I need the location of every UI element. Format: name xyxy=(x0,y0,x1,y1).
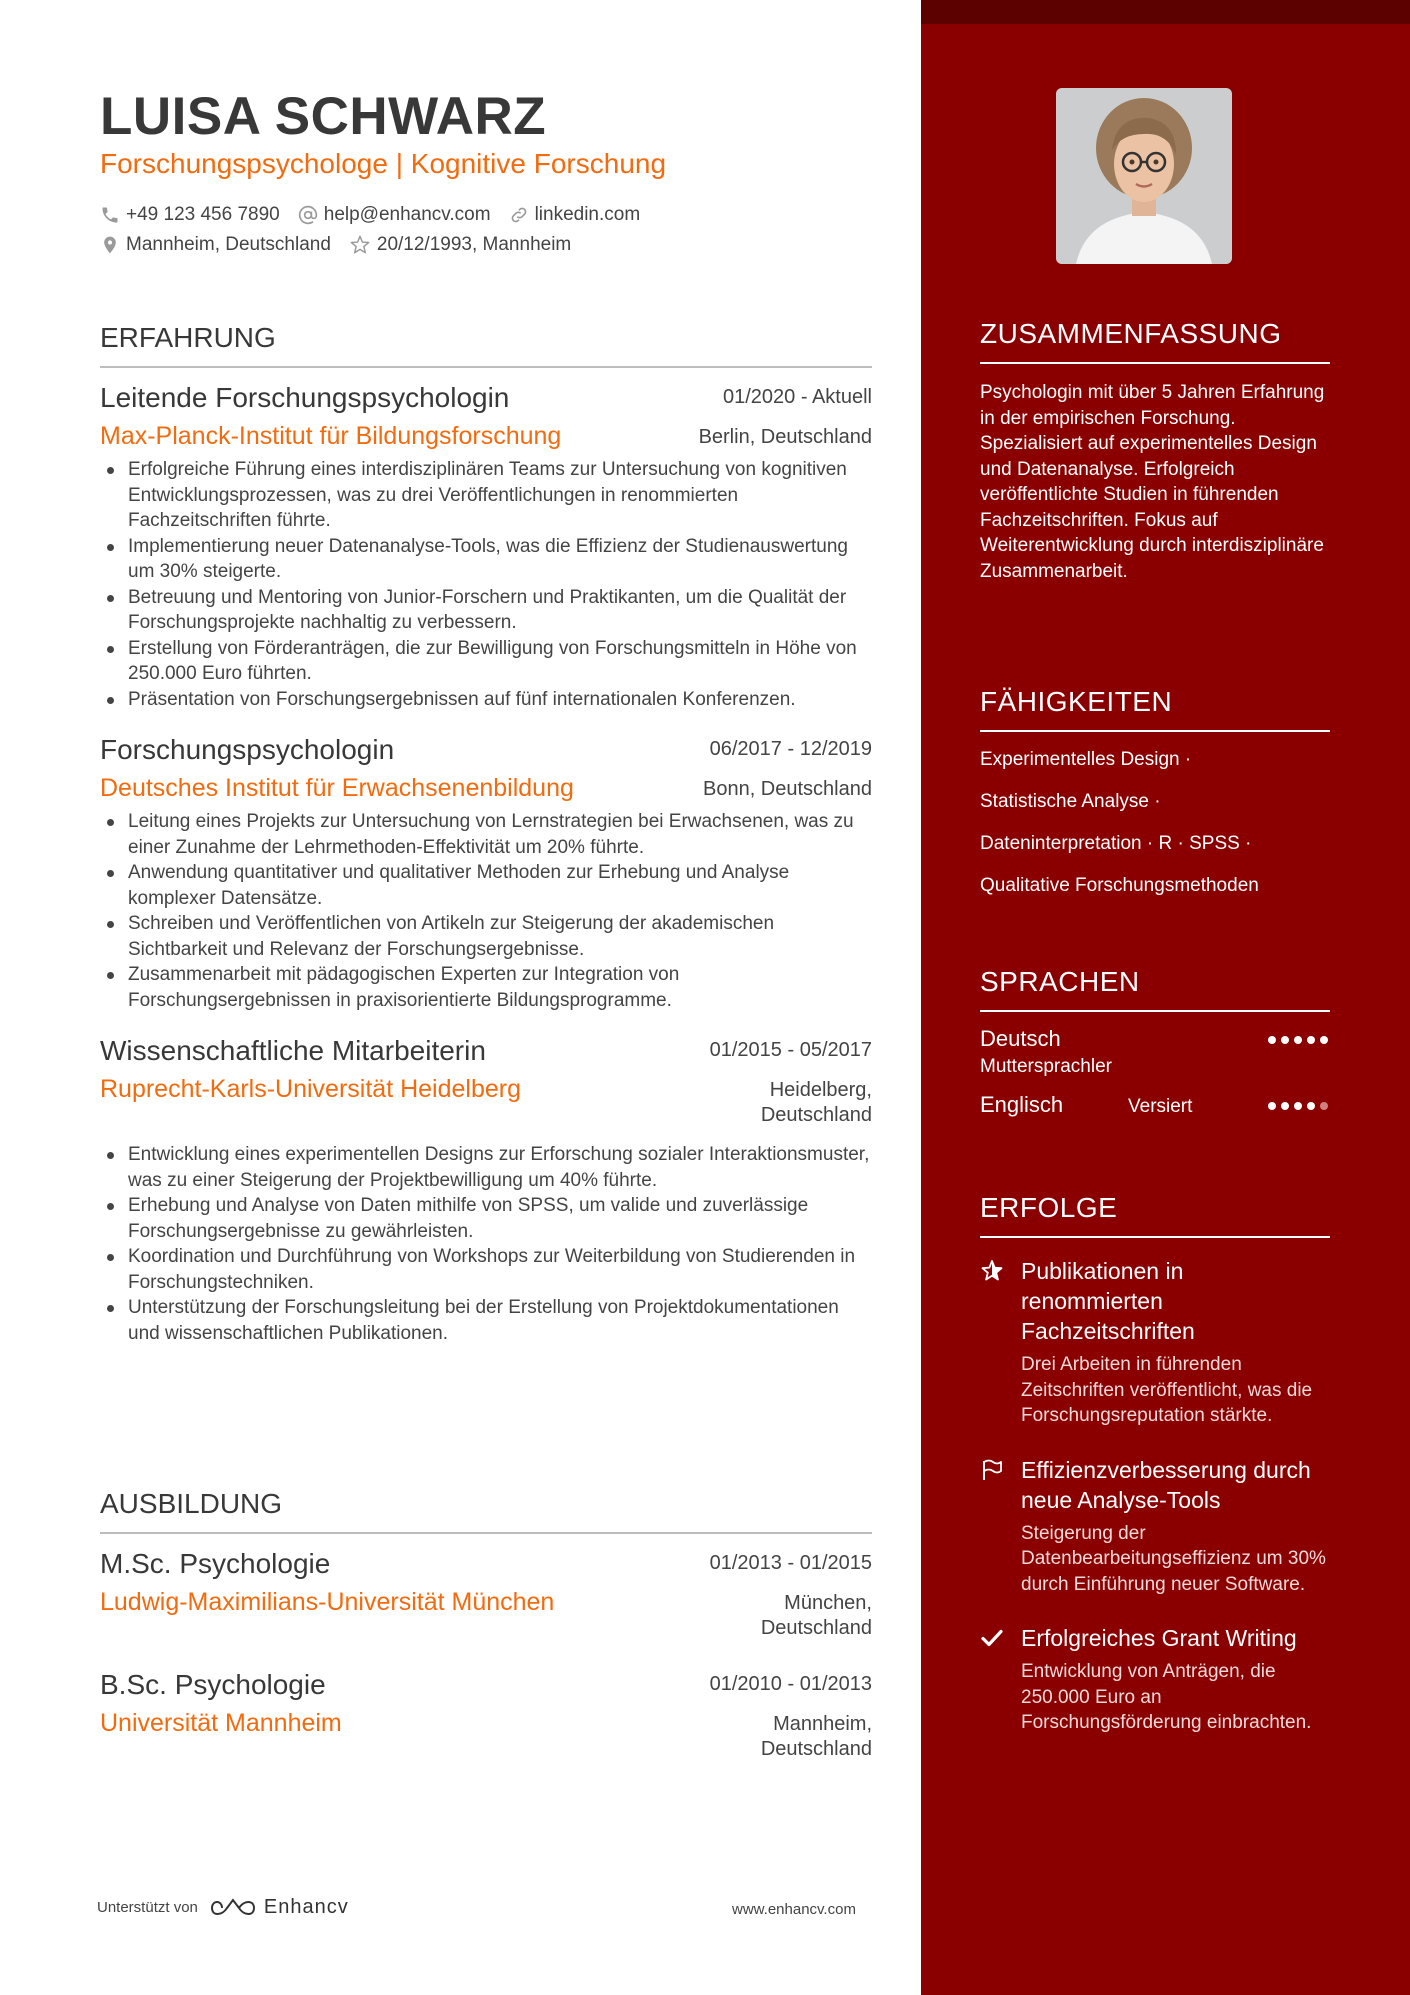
enhancv-brand[interactable]: Enhancv xyxy=(263,1896,349,1918)
bullet-item: Implementierung neuer Datenanalyse-Tools, was die Effizienz der Studienauswertung um 30% steigerte. xyxy=(100,534,872,585)
education-location xyxy=(761,1591,872,1641)
languages-section xyxy=(980,966,1330,1150)
link-icon xyxy=(509,205,529,225)
summary-title: ZUSAMMENFASSUNG xyxy=(980,318,1330,364)
language-item xyxy=(980,1026,1330,1084)
bullet-item: Koordination und Durchführung von Workshops zur Weiterbildung von Studierenden in Forschungstechniken. xyxy=(100,1244,872,1295)
rating-dot-filled xyxy=(1307,1102,1315,1110)
achievement-title: Erfolgreiches Grant Writing xyxy=(1021,1625,1297,1651)
job-location-line: Deutschland xyxy=(760,1104,872,1126)
phone-contact xyxy=(100,204,280,226)
language-level: Versiert xyxy=(1128,1096,1193,1117)
rating-dot-filled xyxy=(1307,1036,1315,1044)
sidebar xyxy=(921,0,1410,1995)
rating-dot-filled xyxy=(1268,1036,1276,1044)
profile-photo xyxy=(1056,88,1232,264)
rating-dot-filled xyxy=(1281,1102,1289,1110)
skill-line: Dateninterpretation · R · SPSS · xyxy=(980,833,1252,854)
skills-section xyxy=(980,686,1330,907)
job-location: Berlin, Deutschland xyxy=(698,426,872,448)
bullet-item: Betreuung und Mentoring von Junior-Forschern und Praktikanten, um die Qualität der Forschungsprojekte nachhaltig zu verbessern. xyxy=(100,585,872,636)
enhancv-logo-icon xyxy=(210,1897,256,1919)
degree-title: B.Sc. Psychologie xyxy=(100,1669,326,1700)
bullet-item: Erfolgreiche Führung eines interdisziplinären Teams zur Untersuchung von kognitiven Entwicklungsprozessen, was zu drei Veröffentlichungen in renommierten Fachzeitschriften führte. xyxy=(100,457,872,534)
skill-line: Statistische Analyse · xyxy=(980,791,1161,812)
job-bullets xyxy=(100,809,872,1013)
job-company[interactable]: Deutsches Institut für Erwachsenenbildung xyxy=(100,774,574,802)
job-title: Leitende Forschungspsychologin xyxy=(100,382,510,413)
language-item xyxy=(980,1092,1330,1150)
education-entry xyxy=(100,1669,872,1760)
job-date: 01/2020 - Aktuell xyxy=(723,386,872,408)
candidate-headline: Forschungspsychologe | Kognitive Forschung xyxy=(100,148,667,179)
achievement-desc: Drei Arbeiten in führenden Zeitschriften veröffentlicht, was die Forschungsreputation stärkte. xyxy=(1021,1354,1313,1426)
skill-line: Qualitative Forschungsmethoden xyxy=(980,875,1259,896)
bullet-item: Zusammenarbeit mit pädagogischen Experten zur Integration von Forschungsergebnissen in praxisorientierte Bildungsprogramme. xyxy=(100,962,872,1013)
rating-dot-filled xyxy=(1320,1036,1328,1044)
language-rating xyxy=(1268,1102,1328,1110)
job-location-line: Heidelberg, xyxy=(769,1079,872,1101)
achievement-title: Effizienzverbesserung durch neue Analyse-Tools xyxy=(1021,1456,1311,1513)
summary-section xyxy=(980,318,1330,584)
sidebar-top-bar xyxy=(921,0,1410,24)
bullet-item: Präsentation von Forschungsergebnissen auf fünf internationalen Konferenzen. xyxy=(100,687,872,713)
job-company[interactable]: Max-Planck-Institut für Bildungsforschung xyxy=(100,422,562,450)
degree-title: M.Sc. Psychologie xyxy=(100,1548,331,1579)
birth-text: 20/12/1993, Mannheim xyxy=(376,234,572,255)
language-rating xyxy=(1268,1036,1328,1044)
bullet-item: Erhebung und Analyse von Daten mithilfe von SPSS, um valide und zuverlässige Forschungsergebnisse zu gewährleisten. xyxy=(100,1193,872,1244)
linkedin-contact[interactable] xyxy=(509,204,641,226)
location-contact xyxy=(100,234,331,256)
skill-line: Experimentelles Design · xyxy=(980,749,1192,770)
bullet-item: Entwicklung eines experimentellen Designs zur Erforschung sozialer Interaktionsmuster, was zu einer Steigerung der Projektbewilligung um 40% führte. xyxy=(100,1142,872,1193)
birth-contact xyxy=(349,234,571,256)
achievements-section xyxy=(980,1192,1330,1736)
job-title: Forschungspsychologin xyxy=(100,734,395,765)
bullet-item: Erstellung von Förderanträgen, die zur Bewilligung von Forschungsmitteln in Höhe von 250.000 Euro führten. xyxy=(100,636,872,687)
education-date: 01/2013 - 01/2015 xyxy=(709,1552,872,1574)
star-icon xyxy=(980,1259,1004,1283)
powered-by-text: Unterstützt von xyxy=(97,1899,198,1916)
job-entry xyxy=(100,382,872,712)
job-location xyxy=(761,1078,872,1128)
star-outline-icon xyxy=(349,234,371,256)
education-location-line: München, xyxy=(784,1592,872,1614)
education-title: AUSBILDUNG xyxy=(100,1488,872,1534)
education-section xyxy=(100,1488,872,1760)
achievement-title: Publikationen in renommierten Fachzeitschriften xyxy=(1021,1258,1195,1344)
job-date: 06/2017 - 12/2019 xyxy=(709,738,872,760)
education-location-line: Mannheim, xyxy=(773,1713,872,1735)
job-location: Bonn, Deutschland xyxy=(702,778,872,800)
rating-dot-filled xyxy=(1268,1102,1276,1110)
phone-text: +49 123 456 7890 xyxy=(126,204,280,225)
experience-title: ERFAHRUNG xyxy=(100,322,872,368)
job-bullets xyxy=(100,1142,872,1346)
education-date: 01/2010 - 01/2013 xyxy=(709,1673,872,1695)
skills-list xyxy=(980,739,1330,907)
achievement-desc: Steigerung der Datenbearbeitungseffizienz um 30% durch Einführung neuer Software. xyxy=(1021,1522,1326,1595)
contact-row xyxy=(100,204,658,226)
education-location-line: Deutschland xyxy=(760,1617,872,1639)
achievement-desc: Entwicklung von Anträgen, die 250.000 Euro an Forschungsförderung einbrachten. xyxy=(1021,1661,1312,1733)
contact-row xyxy=(100,234,589,256)
rating-dot-empty xyxy=(1320,1102,1328,1110)
skills-title: FÄHIGKEITEN xyxy=(980,686,1330,732)
flag-icon xyxy=(980,1458,1004,1482)
education-location-line: Deutschland xyxy=(760,1738,872,1760)
achievement-item xyxy=(980,1455,1330,1598)
at-icon xyxy=(298,205,318,225)
job-date: 01/2015 - 05/2017 xyxy=(709,1039,872,1061)
job-entry xyxy=(100,1035,872,1346)
language-name: Deutsch xyxy=(980,1026,1061,1051)
footer-url[interactable]: www.enhancv.com xyxy=(732,1901,856,1918)
linkedin-text[interactable]: linkedin.com xyxy=(534,204,641,225)
summary-text: Psychologin mit über 5 Jahren Erfahrung in der empirischen Forschung. Spezialisiert auf experimentelles Design und Datenanalyse. Erfolgreich veröffentlichte Studien in führenden Fachzeitschriften. Fokus auf Weiterentwicklung durch interdisziplinäre Zusammenarbeit. xyxy=(980,382,1325,582)
location-pin-icon xyxy=(100,235,120,255)
job-title: Wissenschaftliche Mitarbeiterin xyxy=(100,1035,486,1066)
job-entry xyxy=(100,734,872,1013)
footer-powered-by xyxy=(97,1896,349,1919)
candidate-name: LUISA SCHWARZ xyxy=(100,87,547,146)
rating-dot-filled xyxy=(1294,1036,1302,1044)
bullet-item: Unterstützung der Forschungsleitung bei der Erstellung von Projektdokumentationen und wissenschaftlichen Publikationen. xyxy=(100,1295,872,1346)
bullet-item: Anwendung quantitativer und qualitativer Methoden zur Erhebung und Analyse komplexer Datensätze. xyxy=(100,860,872,911)
language-level: Muttersprachler xyxy=(980,1056,1112,1077)
languages-title: SPRACHEN xyxy=(980,966,1330,1012)
job-company[interactable]: Ruprecht-Karls-Universität Heidelberg xyxy=(100,1075,521,1103)
education-entry xyxy=(100,1548,872,1639)
email-text[interactable]: help@enhancv.com xyxy=(323,204,491,225)
achievement-item xyxy=(980,1256,1330,1429)
bullet-item: Schreiben und Veröffentlichen von Artikeln zur Steigerung der akademischen Sichtbarkeit und Relevanz der Forschungsergebnisse. xyxy=(100,911,872,962)
school-name[interactable]: Ludwig-Maximilians-Universität München xyxy=(100,1588,555,1616)
rating-dot-filled xyxy=(1281,1036,1289,1044)
experience-section xyxy=(100,322,872,1346)
email-contact[interactable] xyxy=(298,204,491,226)
location-text: Mannheim, Deutschland xyxy=(126,234,331,255)
achievements-title: ERFOLGE xyxy=(980,1192,1330,1238)
school-name[interactable]: Universität Mannheim xyxy=(100,1709,342,1737)
check-icon xyxy=(980,1626,1004,1650)
job-bullets xyxy=(100,457,872,712)
education-location xyxy=(761,1712,872,1762)
language-name: Englisch xyxy=(980,1092,1064,1117)
bullet-item: Leitung eines Projekts zur Untersuchung von Lernstrategien bei Erwachsenen, was zu einer Zunahme der Lehrmethoden-Effektivität um 20% führte. xyxy=(100,809,872,860)
phone-icon xyxy=(100,205,120,225)
achievement-item xyxy=(980,1623,1330,1736)
rating-dot-filled xyxy=(1294,1102,1302,1110)
